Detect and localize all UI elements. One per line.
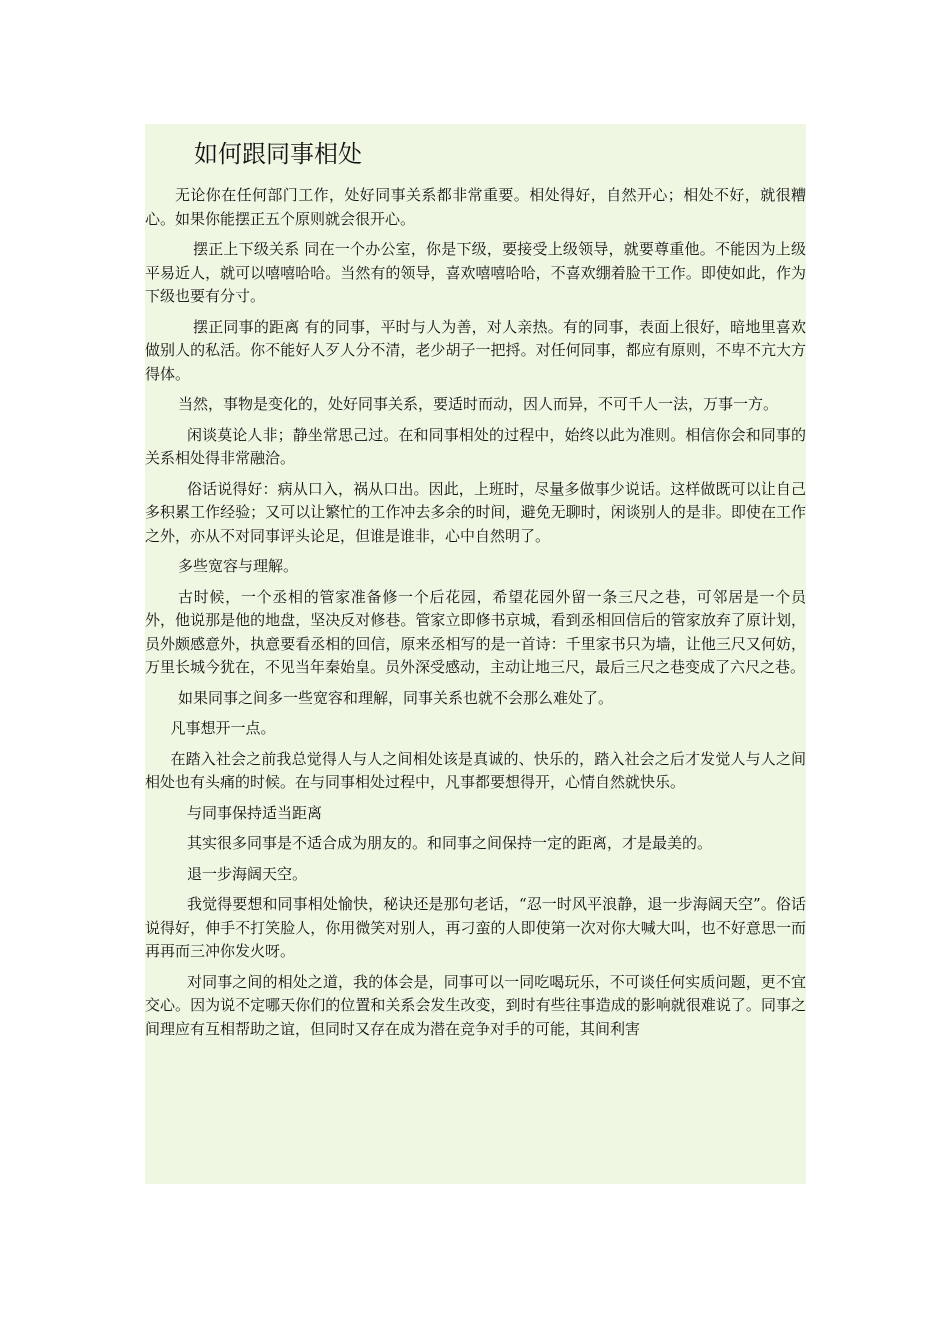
- paragraph-tolerance-conclusion: 如果同事之间多一些宽容和理解，同事关系也就不会那么难处了。: [178, 688, 614, 707]
- paragraph-no-gossip: 闲谈莫论人非；静坐常思己过。在和同事相处的过程中，始终以此为准则。相信你会和同事的关系相处得非常融洽。: [145, 425, 806, 467]
- paragraph-six-feet-lane-story: 古时候，一个丞相的管家准备修一个后花园，希望花园外留一条三尺之巷，可邻居是一个员外，他说那是他的地盘，坚决反对修巷。管家立即修书京城，看到丞相回信后的管家放弃了原计划，员外颇感意外，执意要看丞相的回信，原来丞相写的是一首诗：千里家书只为墙，让他三尺又何妨，万里长城今犹在，不见当年秦始皇。员外深受感动，主动让地三尺，最后三尺之巷变成了六尺之巷。: [145, 587, 806, 676]
- paragraph-open-mind-body: 在踏入社会之前我总觉得人与人之间相处该是真诚的、快乐的，踏入社会之后才发觉人与人之间相处也有头痛的时候。在与同事相处过程中，凡事都要想得开，心情自然就快乐。: [145, 749, 806, 791]
- paragraph-speak-less: 俗话说得好：病从口入，祸从口出。因此，上班时，尽量多做事少说话。这样做既可以让自己多积累工作经验；又可以让繁忙的工作冲去多余的时间，避免无聊时，闲谈别人的是非。即使在工作之外，亦从不对同事评头论足，但谁是谁非，心中自然明了。: [145, 479, 806, 545]
- paragraph-step-back-body: 我觉得要想和同事相处愉快，秘诀还是那句老话，“忍一时风平浪静，退一步海阔天空”。俗话说得好，伸手不打笑脸人，你用微笑对别人，再刁蛮的人即使第一次对你大喊大叫，也不好意思一而再再而三冲你发火呀。: [145, 895, 806, 960]
- paragraph-open-mind-heading: 凡事想开一点。: [170, 719, 276, 737]
- paragraph-adapt-to-change: 当然，事物是变化的，处好同事关系，要适时而动，因人而异，不可千人一法，万事一方。: [178, 395, 779, 413]
- document-body: [145, 184, 806, 1041]
- paragraph-keep-distance-heading: 与同事保持适当距离: [187, 803, 323, 822]
- paragraph-tolerance-heading: 多些宽容与理解。: [178, 557, 299, 575]
- paragraph-colleague-boundaries: 对同事之间的相处之道，我的体会是，同事可以一同吃喝玩乐，不可谈任何实质问题，更不宜交心。因为说不定哪天你们的位置和关系会发生改变，到时有些往事造成的影响就很难说了。同事之间理应有互相帮助之谊，但同时又存在成为潜在竞争对手的可能，其间利害: [145, 972, 806, 1038]
- document-title: 如何跟同事相处: [194, 140, 362, 168]
- paragraph-superior-relations: 摆正上下级关系 同在一个办公室，你是下级，要接受上级领导，就要尊重他。不能因为上级平易近人，就可以嘻嘻哈哈。当然有的领导，喜欢嘻嘻哈哈，不喜欢绷着脸干工作。即使如此，作为下级也要有分寸。: [145, 240, 806, 305]
- document-content-area: [145, 124, 806, 1184]
- paragraph-colleague-distance: 摆正同事的距离 有的同事，平时与人为善，对人亲热。有的同事，表面上很好，暗地里喜欢做别人的私活。你不能好人歹人分不清，老少胡子一把捋。对任何同事，都应有原则，不卑不亢大方得体。: [145, 317, 806, 383]
- paragraph-keep-distance-body: 其实很多同事是不适合成为朋友的。和同事之间保持一定的距离，才是最美的。: [187, 834, 713, 852]
- paragraph-intro: 无论你在任何部门工作，处好同事关系都非常重要。相处得好，自然开心；相处不好，就很糟心。如果你能摆正五个原则就会很开心。: [145, 186, 806, 228]
- paragraph-step-back-heading: 退一步海阔天空。: [187, 864, 308, 883]
